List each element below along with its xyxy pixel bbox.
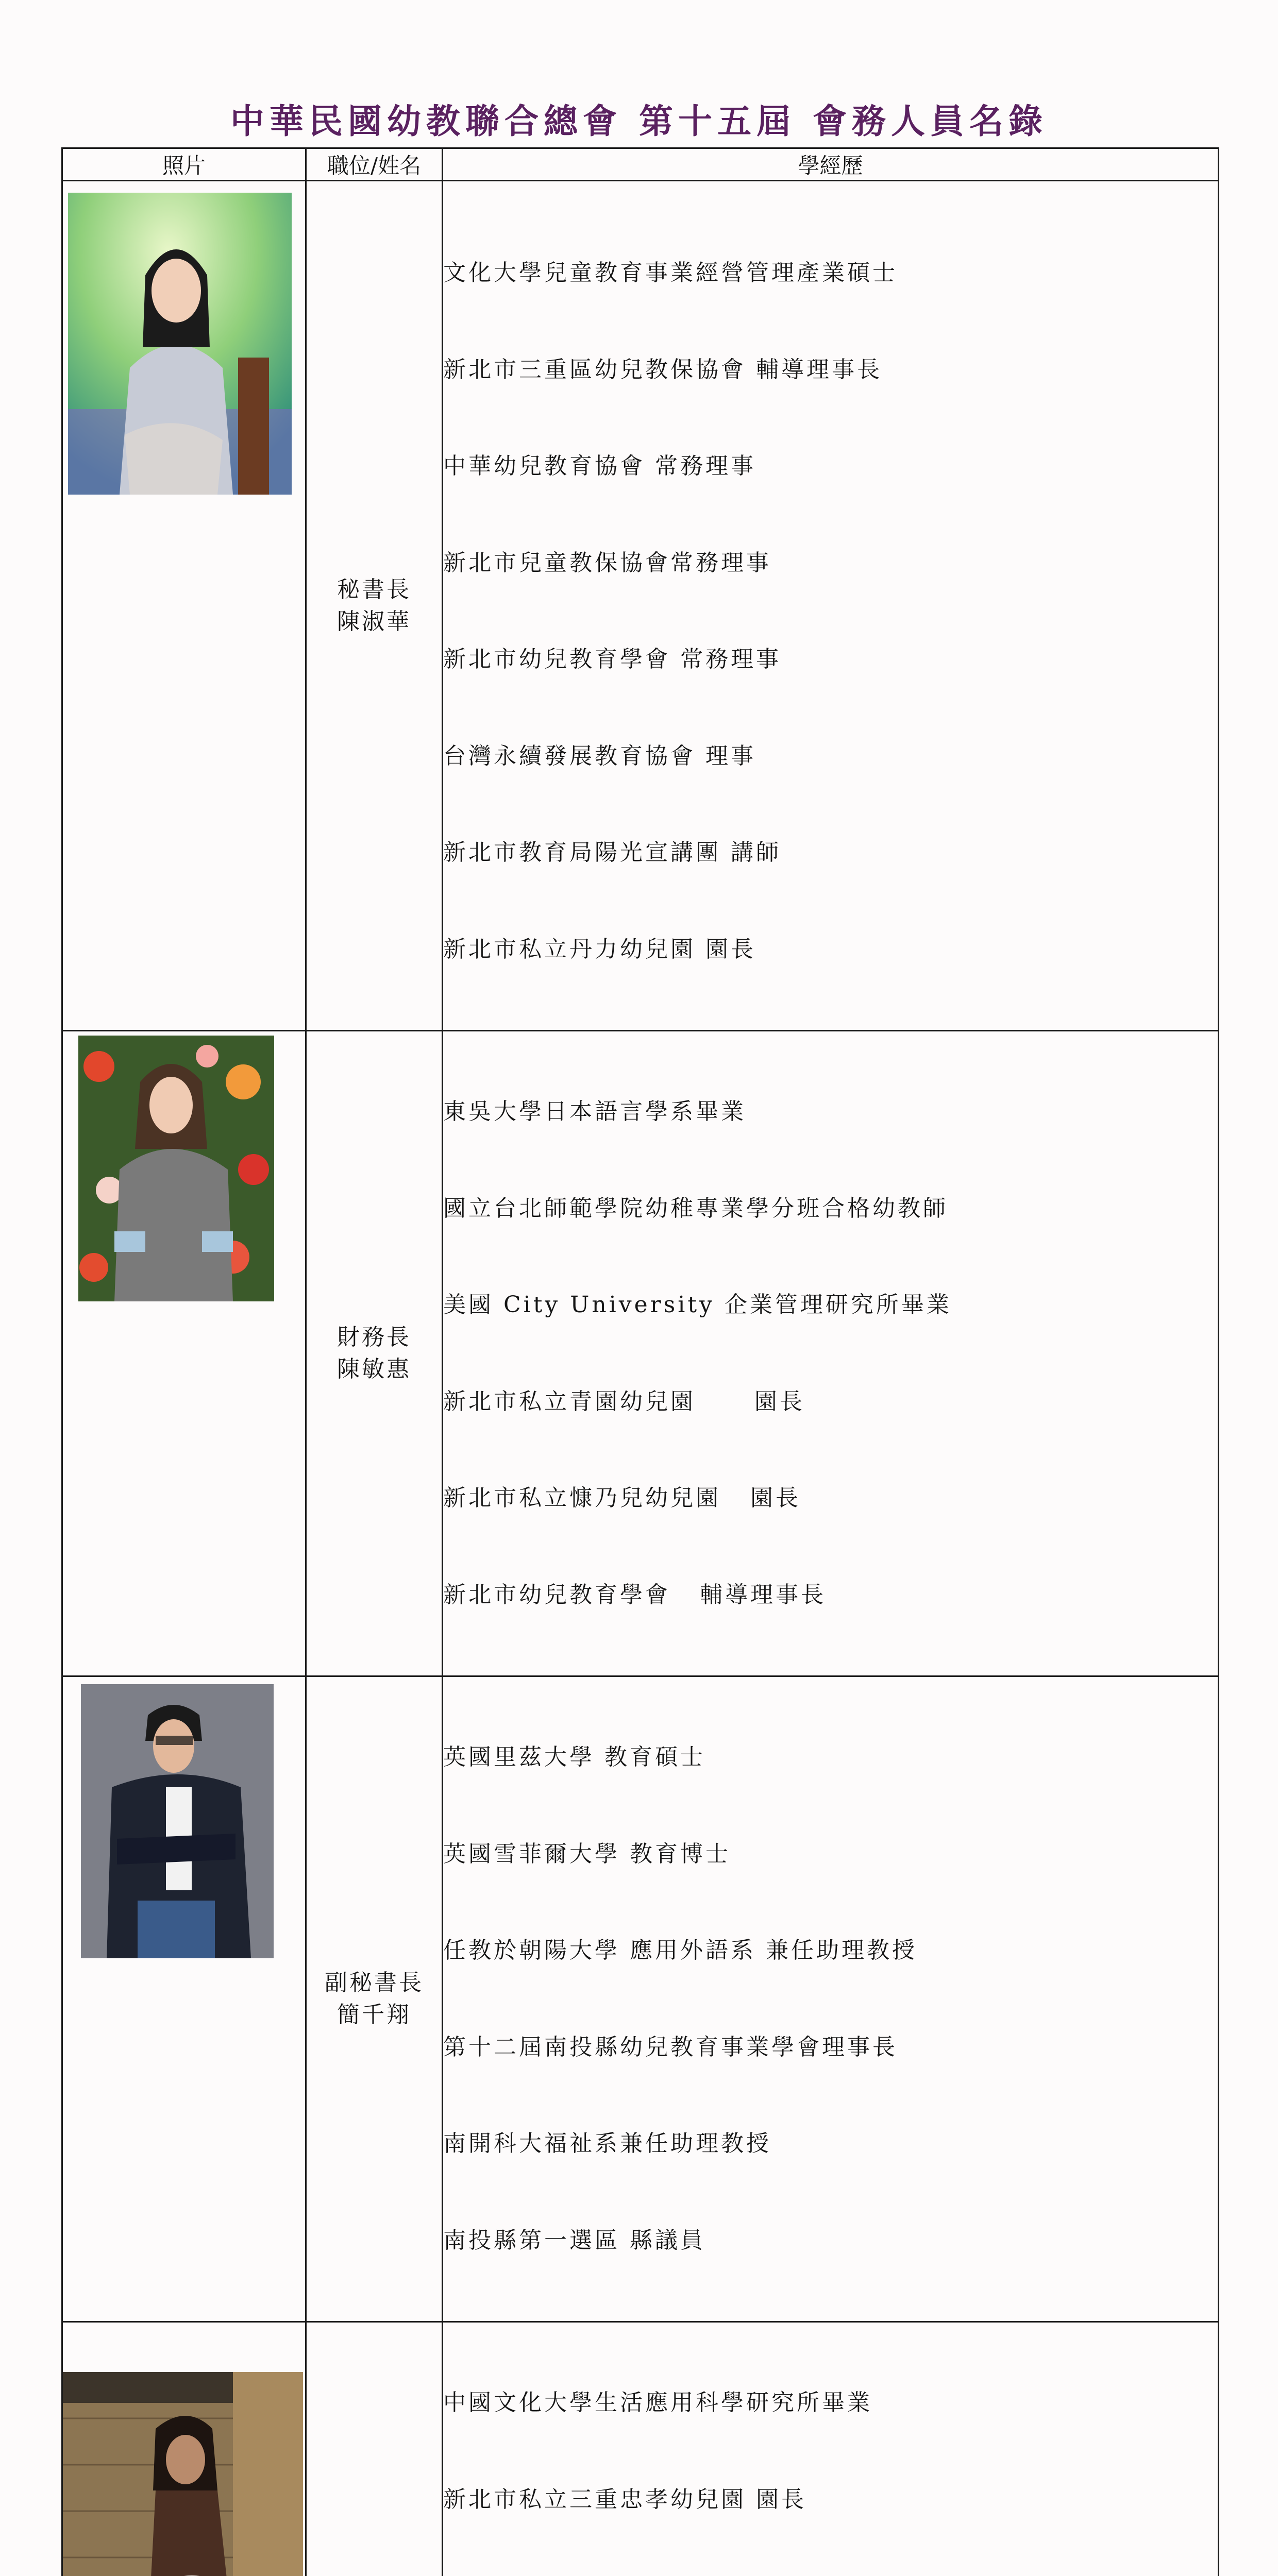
table-row — [62, 181, 1219, 1031]
bio-line: 新北市幼兒教育學會 輔導理事長 — [443, 1579, 1218, 1612]
background-cell — [443, 2322, 1219, 2576]
position-name-cell — [306, 2322, 443, 2576]
bio-line: 新北市三重區幼兒教保協會 輔導理事長 — [443, 354, 1218, 386]
bio-line: 中華幼兒教育協會 常務理事 — [443, 450, 1218, 483]
bio-line: 國立台北師範學院幼稚專業學分班合格幼教師 — [443, 1193, 1218, 1225]
person-name: 陳淑華 — [307, 606, 442, 638]
photo-cell — [62, 1031, 306, 1676]
header-background: 學經歷 — [443, 148, 1219, 181]
position-name-cell — [306, 1676, 443, 2322]
bio-line: 南開科大福祉系兼任助理教授 — [443, 2128, 1218, 2160]
bio-line: 任教於朝陽大學 應用外語系 兼任助理教授 — [443, 1935, 1218, 1967]
position-name-cell — [306, 1031, 443, 1676]
bio-line: 中國文化大學生活應用科學研究所畢業 — [443, 2387, 1218, 2419]
bio-line: 美國 City University 企業管理研究所畢業 — [443, 1289, 1218, 1321]
bio-line: 第十二屆南投縣幼兒教育事業學會理事長 — [443, 2031, 1218, 2064]
position-label: 副秘書長 — [307, 1967, 442, 1999]
bio-line: 南投縣第一選區 縣議員 — [443, 2225, 1218, 2257]
bio-line: 新北市私立慷乃兒幼兒園 園長 — [443, 1482, 1218, 1515]
person-name: 陳敏惠 — [307, 1353, 442, 1385]
background-cell — [443, 1031, 1219, 1676]
background-cell — [443, 1676, 1219, 2322]
page-title: 中華民國幼教聯合總會 第十五屆 會務人員名錄 — [0, 101, 1278, 142]
position-label: 財務長 — [307, 1321, 442, 1353]
bio-line: 新北市私立青園幼兒園 園長 — [443, 1386, 1218, 1418]
photo-cell — [62, 181, 306, 1031]
bio-line: 新北市兒童教保協會常務理事 — [443, 547, 1218, 580]
position-name-cell — [306, 181, 443, 1031]
portrait-photo — [81, 1684, 274, 1958]
bio-line: 東吳大學日本語言學系畢業 — [443, 1096, 1218, 1128]
bio-line: 新北市教育局陽光宣講團 講師 — [443, 837, 1218, 869]
bio-line: 英國里茲大學 教育碩士 — [443, 1741, 1218, 1774]
bio-line: 新北市私立丹力幼兒園 園長 — [443, 934, 1218, 966]
bio-line: 英國雪菲爾大學 教育博士 — [443, 1838, 1218, 1871]
bio-line: 新北市幼兒教育學會 常務理事 — [443, 643, 1218, 676]
table-row — [62, 1031, 1219, 1676]
photo-cell — [62, 2322, 306, 2576]
photo-cell — [62, 1676, 306, 2322]
bio-line: 文化大學兒童教育事業經營管理產業碩士 — [443, 257, 1218, 290]
portrait-photo — [63, 2372, 303, 2576]
table-row — [62, 2322, 1219, 2576]
header-photo: 照片 — [62, 148, 306, 181]
bio-line: 台灣永續發展教育協會 理事 — [443, 740, 1218, 773]
table-row — [62, 1676, 1219, 2322]
person-name: 簡千翔 — [307, 1999, 442, 2031]
portrait-photo — [78, 1036, 274, 1301]
bio-line: 新北市私立三重忠孝幼兒園 園長 — [443, 2484, 1218, 2516]
staff-roster-table — [61, 147, 1219, 2576]
portrait-photo — [68, 193, 292, 495]
header-position-name: 職位/姓名 — [306, 148, 443, 181]
position-label: 秘書長 — [307, 574, 442, 606]
table-header-row — [62, 148, 1219, 181]
background-cell — [443, 181, 1219, 1031]
